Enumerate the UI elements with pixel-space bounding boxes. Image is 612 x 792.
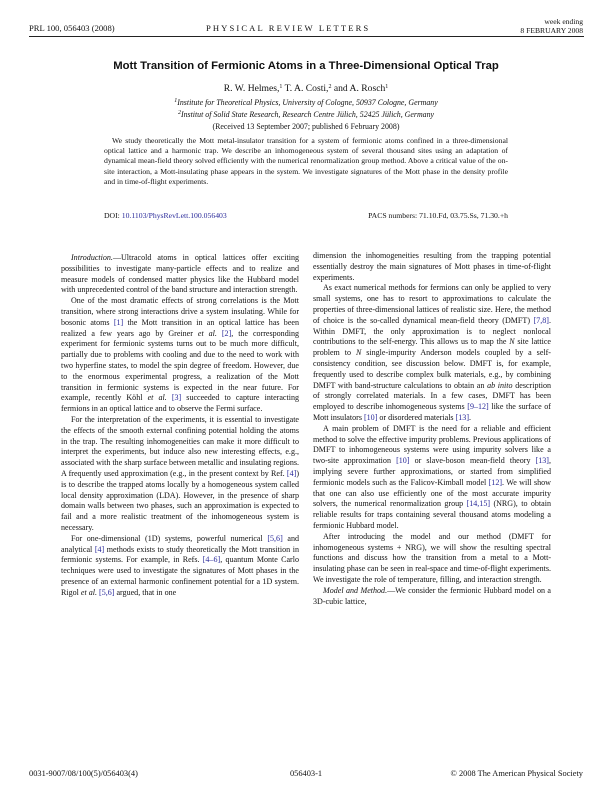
author-sup: 1 bbox=[385, 84, 389, 90]
citation-link[interactable]: [3] bbox=[166, 393, 182, 403]
paragraph-text: the Mott transition in an optical lattice has been realized a few years ago by Greiner bbox=[61, 317, 299, 338]
doi-link[interactable]: 10.1103/PhysRevLett.100.056403 bbox=[121, 211, 227, 220]
citation-link[interactable]: [13] bbox=[455, 412, 469, 422]
paragraph-text: . bbox=[469, 412, 472, 422]
header-rule bbox=[29, 36, 584, 37]
paper-title: Mott Transition of Fermionic Atoms in a Three-Dimensional Optical Trap bbox=[113, 60, 499, 72]
received-dates: (Received 13 September 2007; published 6 February 2008) bbox=[212, 122, 400, 131]
author-costi: T. A. Costi, bbox=[282, 83, 329, 94]
paragraph bbox=[313, 424, 551, 532]
author-rosch: and A. Rosch bbox=[331, 83, 386, 94]
doi-label: DOI: bbox=[104, 211, 122, 220]
paragraph bbox=[61, 415, 299, 534]
paragraph-text: , implying severe further approximations, or started from simplified fermionic models such as the Falicov-Kimball model bbox=[313, 456, 551, 487]
footer-page-number: 056403-1 bbox=[289, 769, 323, 778]
paragraph bbox=[313, 251, 551, 283]
citation-link[interactable]: [4] bbox=[286, 468, 297, 478]
affiliation-sup: 2 bbox=[177, 110, 181, 116]
journal-name: PHYSICAL REVIEW LETTERS bbox=[206, 23, 371, 33]
author-sup: 2 bbox=[328, 84, 332, 90]
paragraph-text: As exact numerical methods for fermions can only be applied to very small systems, one has to resort to approximations to calculate the properties of three-dimensional lattices of realistic size. Here, the method of choice is the so-called dynamical mean-field theory (DMFT) bbox=[313, 283, 551, 325]
citation-link[interactable]: [5,6] bbox=[97, 587, 115, 597]
affiliation-text: Institut of Solid State Research, Research Centre Jülich, 52425 Jülich, Germany bbox=[180, 110, 435, 119]
paragraph-text: argued, that in one bbox=[114, 587, 177, 597]
affiliation-2 bbox=[0, 110, 612, 119]
paragraph-text: After introducing the model and our method (DMFT for inhomogeneous systems + NRG), we will show the resulting spectral functions and discuss how the transition from a metal to a Mott-insulating phase can be seen in real-space and time-of-flight experiments. We investigate the role of temperature, filling, and interaction strength. bbox=[313, 531, 551, 584]
paragraph-text: For the interpretation of the experiments, it is essential to investigate the effects of the smooth external confining potential holding the atoms in the trap. The resulting inhomogeneities can make it more difficult to interpret the experiments, but induce also new interesting effects, e.g., associated with the sharp surface between metallic and insulating regions. A frequently used approximation (e.g., in the present context by Ref. bbox=[61, 414, 299, 478]
paragraph-text: or slave-boson mean-field theory bbox=[409, 456, 536, 466]
paragraph-text: like the surface of Mott insulators bbox=[313, 402, 551, 422]
doi bbox=[104, 211, 227, 220]
citation-link[interactable]: [4–6] bbox=[202, 555, 221, 565]
affiliation-text: Institute for Theoretical Physics, University of Cologne, 50937 Cologne, Germany bbox=[177, 98, 438, 107]
paragraph bbox=[313, 532, 551, 586]
paragraph-text: single-impurity Anderson models coupled by a self-consistency condition, see discussion below. DMFT is, for example, frequently used to describe complex bulk materials, e.g., by combining DMFT with band-structure calculations to obtain an bbox=[313, 348, 551, 390]
author-helmes: R. W. Helmes, bbox=[223, 83, 280, 94]
citation-link[interactable]: [12] bbox=[488, 477, 503, 487]
paragraph-text: , quantum Monte Carlo techniques were used to investigate the signatures of Mott phases in the presence of an external harmonic confinement potential for a 1D system. Rigol bbox=[61, 555, 299, 597]
citation-link[interactable]: [14,15] bbox=[466, 499, 491, 509]
citation-link[interactable]: [10] bbox=[363, 412, 378, 422]
paragraph-text: succeeded to capture interacting fermions in an optical lattice and to observe the Fermi surface. bbox=[61, 393, 299, 414]
paragraph-text: site lattice problem to bbox=[313, 337, 551, 358]
paragraph bbox=[61, 296, 299, 415]
paragraph-text: —Ultracold atoms in optical lattices offer exciting possibilities to investigate many-particle effects and to realize and measure models of condensed matter physics like the Hubbard model with unprecedented control of the band structure and interaction strength. bbox=[61, 253, 299, 295]
section-heading-introduction: Introduction. bbox=[71, 253, 113, 262]
section-heading-model-method: Model and Method. bbox=[323, 585, 388, 595]
paragraph bbox=[61, 534, 299, 599]
paragraph-text: —We consider the fermionic Hubbard model on a 3D-cubic lattice, bbox=[313, 585, 551, 606]
affiliation-sup: 1 bbox=[174, 98, 178, 104]
author-list bbox=[0, 83, 612, 94]
abstract: We study theoretically the Mott metal-insulator transition for a system of fermionic atoms confined in a three-dimensional optical lattice and a harmonic trap. We describe an inhomogeneous system of several thousand sites using an adaptation of dynamical mean-field theory solved efficiently with the numerical renormalization group method. Above a critical value of the on-site interaction, a Mott-insulating phase appears in the system. We investigate signatures of the Mott phase in the density profile and in time-of-flight experiments. bbox=[104, 136, 508, 186]
footer-issn: 0031-9007/08/100(5)/056403(4) bbox=[29, 769, 138, 778]
math-symbol: N bbox=[509, 337, 515, 347]
citation-link[interactable]: [7,8] bbox=[533, 315, 549, 325]
body-column-right bbox=[313, 251, 551, 607]
citation-link[interactable]: [1] bbox=[113, 317, 124, 327]
paragraph-text: description of strongly correlated materials. In a few cases, DMFT has been employed to describe inhomogeneous systems bbox=[313, 380, 551, 412]
citation-link[interactable]: [2] bbox=[216, 328, 232, 338]
italic-term: ab inito bbox=[487, 380, 513, 390]
et-al: et al. bbox=[80, 587, 97, 597]
pacs-numbers: PACS numbers: 71.10.Fd, 03.75.Ss, 71.30.+h bbox=[368, 211, 508, 220]
paragraph-model-method bbox=[313, 586, 551, 608]
body-column-left bbox=[61, 253, 299, 599]
math-symbol: N bbox=[355, 348, 362, 358]
paragraph-text: . Within DMFT, the only approximation is to neglect nonlocal contributions to the self-energy. This allows us to map the bbox=[313, 315, 551, 347]
paragraph-text: . We will show that one can also use efficiently one of the most accurate impurity solvers, the numerical renormalization group bbox=[313, 477, 551, 509]
journal-citation: PRL 100, 056403 (2008) bbox=[29, 23, 115, 33]
paragraph-text: , the corresponding experiment for fermionic systems turns out to be much more difficult, partially due to problems with cooling and due to the need to work with two hyperfine states, to model the spin degree of freedom. However, due to the enormous experimental progress, a realization of the Mott transition in fermionic systems is expected in the near future. For example, recently Köhl bbox=[61, 328, 300, 403]
week-ending-label: week ending bbox=[544, 17, 583, 26]
citation-link[interactable]: [9–12] bbox=[467, 402, 489, 412]
paragraph-text: A main problem of DMFT is the need for a reliable and efficient method to solve the effective impurity problems. Previous applications of DMFT to inhomogeneous systems were using impurity solvers like a two-site approximation bbox=[313, 423, 551, 466]
citation-link[interactable]: [10] bbox=[396, 456, 410, 466]
footer-copyright: © 2008 The American Physical Society bbox=[450, 769, 583, 778]
paragraph-text: or disordered materials bbox=[377, 412, 456, 422]
author-sup: 1 bbox=[279, 84, 283, 90]
paragraph-text: One of the most dramatic effects of strong correlations is the Mott transition, where strong interactions drive a system insulating. While for bosonic atoms bbox=[61, 296, 299, 327]
affiliation-1 bbox=[0, 98, 612, 107]
citation-link[interactable]: [4] bbox=[94, 544, 105, 554]
paragraph-intro bbox=[61, 253, 299, 296]
paragraph-text: ) is to describe the trapped atoms locally by a homogeneous system called local density approximation (LDA). However, in the presence of sharp domain walls between two phases, such an approximation is expected to fail and a more realistic treatment of the inhomogeneous system is necessary. bbox=[61, 468, 299, 532]
paragraph-text: (NRG), to obtain reliable results for traps containing several thousand atoms modeling a fermionic Hubbard model. bbox=[313, 499, 551, 530]
paragraph-text: For one-dimensional (1D) systems, powerful numerical bbox=[71, 533, 268, 543]
paragraph-text: and analytical bbox=[61, 533, 299, 554]
paragraph-text: methods exists to study theoretically the Mott transition in fermionic systems. For example, in Refs. bbox=[61, 544, 299, 565]
et-al: et al. bbox=[197, 328, 217, 338]
issue-date-value: 8 FEBRUARY 2008 bbox=[520, 26, 583, 35]
paragraph-text: dimension the inhomogeneities resulting from the trapping potential essentially destroy the main signatures of Mott phases in time-of-flight experiments. bbox=[313, 251, 551, 282]
paragraph bbox=[313, 283, 551, 423]
et-al: et al. bbox=[147, 393, 167, 403]
citation-link[interactable]: [5,6] bbox=[267, 533, 283, 543]
issue-date bbox=[520, 17, 583, 35]
citation-link[interactable]: [13] bbox=[535, 456, 549, 466]
